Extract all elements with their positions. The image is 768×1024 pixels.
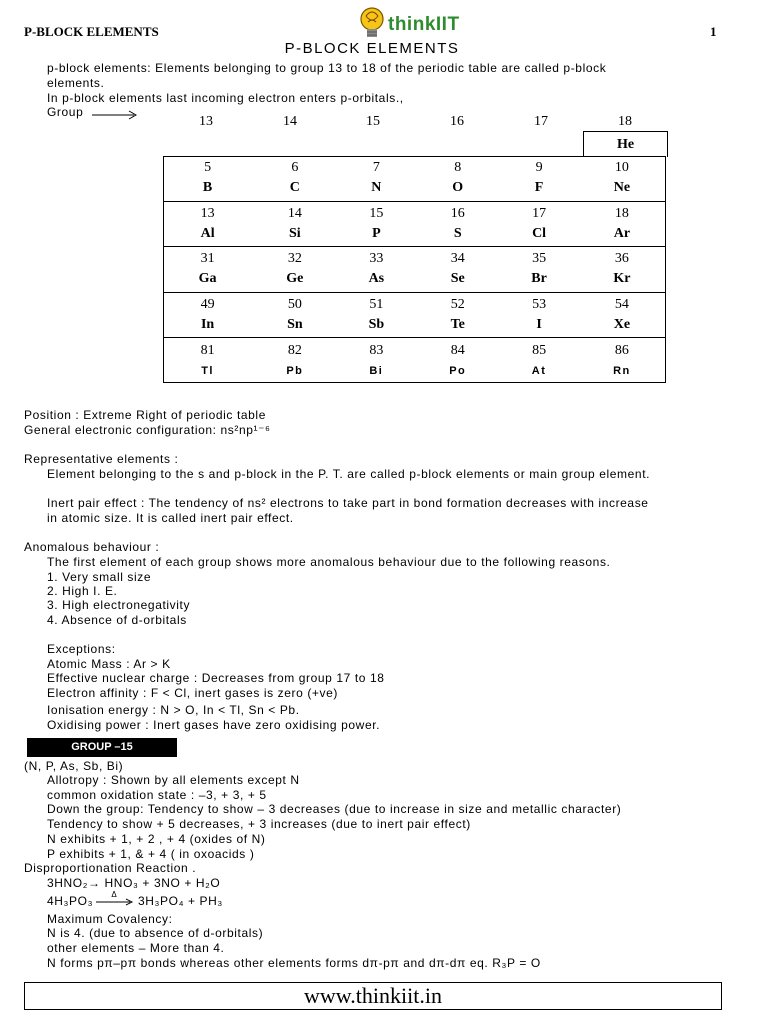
- atomic-number: 18: [614, 205, 629, 221]
- intro-line-2: elements.: [47, 76, 105, 90]
- element-symbol: Tl: [201, 364, 214, 377]
- atomic-number: 13: [200, 205, 215, 221]
- element-symbol: C: [289, 180, 300, 196]
- atomic-number: 7: [372, 160, 380, 176]
- element-symbol: As: [368, 271, 385, 287]
- anomalous-text: The first element of each group shows more anomalous behaviour due to the following reasons.: [47, 555, 611, 569]
- atomic-number: 34: [450, 251, 465, 267]
- table-row: [163, 156, 666, 201]
- atomic-number: 35: [532, 251, 547, 267]
- element-symbol: Br: [531, 271, 547, 287]
- atomic-number: 49: [200, 297, 215, 313]
- atomic-number: 50: [287, 297, 302, 313]
- element-symbol: Sb: [368, 317, 385, 333]
- atomic-number: 53: [532, 297, 547, 313]
- element-symbol: In: [200, 317, 215, 333]
- element-symbol: Se: [450, 271, 465, 287]
- element-symbol: Si: [289, 225, 301, 241]
- group-label: Group: [47, 105, 84, 119]
- reaction-2-condition: Δ: [111, 890, 117, 899]
- intro-line-3: In p-block elements last incoming electron enters p-orbitals.,: [47, 91, 404, 105]
- element-symbol: S: [453, 225, 462, 241]
- p-block-periodic-table: [163, 156, 666, 383]
- atomic-number: 85: [532, 342, 547, 358]
- covalency-heading: Maximum Covalency:: [47, 912, 173, 926]
- exception-item: Effective nuclear charge : Decreases from group 17 to 18: [47, 671, 385, 685]
- element-symbol: B: [202, 180, 213, 196]
- exception-item: Atomic Mass : Ar > K: [47, 657, 171, 671]
- atomic-number: 81: [200, 342, 215, 358]
- anomalous-heading: Anomalous behaviour :: [24, 540, 160, 554]
- group-number: 17: [534, 114, 548, 129]
- element-symbol: Po: [449, 364, 467, 377]
- inert-pair-line-1: Inert pair effect : The tendency of ns² electrons to take part in bond formation decreases with increase: [47, 496, 649, 510]
- covalency-line: N forms pπ–pπ bonds whereas other elements forms dπ-pπ and dπ-dπ eq. R₃P = O: [47, 956, 541, 970]
- element-symbol: Rn: [613, 364, 631, 377]
- covalency-line: other elements – More than 4.: [47, 941, 225, 955]
- atomic-number: 36: [614, 251, 629, 267]
- atomic-number: 82: [287, 342, 302, 358]
- reaction-1: 3HNO₂→ HNO₃ + 3NO + H₂O: [47, 876, 221, 890]
- thinkiit-logo: [356, 4, 476, 44]
- reaction-arrow-icon: [96, 898, 134, 906]
- element-symbol: At: [531, 364, 547, 377]
- group-number: 13: [199, 114, 213, 129]
- group-number: 15: [366, 114, 380, 129]
- representative-heading: Representative elements :: [24, 452, 179, 466]
- element-symbol: Te: [450, 317, 465, 333]
- helium-cell: He: [583, 131, 668, 157]
- page-title: P-BLOCK ELEMENTS: [284, 40, 460, 57]
- group-15-line: common oxidation state : –3, + 3, + 5: [47, 788, 267, 802]
- logo-text: thinkIIT: [388, 14, 460, 35]
- atomic-number: 84: [450, 342, 465, 358]
- atomic-number: 83: [369, 342, 384, 358]
- atomic-number: 31: [200, 251, 215, 267]
- exception-item: Electron affinity : F < Cl, inert gases is zero (+ve): [47, 686, 339, 700]
- group-15-line: Down the group: Tendency to show – 3 decreases (due to increase in size and metallic character): [47, 802, 622, 816]
- group-15-badge: GROUP –15: [27, 738, 177, 757]
- element-symbol: I: [536, 317, 542, 333]
- element-symbol: Cl: [532, 225, 547, 241]
- element-symbol: Al: [200, 225, 215, 241]
- group-15-line: Allotropy : Shown by all elements except N: [47, 773, 300, 787]
- atomic-number: 5: [204, 160, 212, 176]
- disproportionation-heading: Disproportionation Reaction .: [24, 861, 197, 875]
- atomic-number: 17: [532, 205, 547, 221]
- element-symbol: Ga: [198, 271, 217, 287]
- list-item: 4. Absence of d-orbitals: [47, 613, 187, 627]
- atomic-number: 52: [450, 297, 465, 313]
- element-symbol: Ge: [286, 271, 304, 287]
- reaction-2-right: 3H₃PO₄ + PH₃: [138, 894, 223, 908]
- element-symbol: F: [534, 180, 544, 196]
- atomic-number: 16: [450, 205, 465, 221]
- group-15-line: Tendency to show + 5 decreases, + 3 increases (due to inert pair effect): [47, 817, 471, 831]
- atomic-number: 86: [614, 342, 629, 358]
- exceptions-heading: Exceptions:: [47, 642, 116, 656]
- element-symbol: Xe: [613, 317, 631, 333]
- group-number: 18: [618, 114, 632, 129]
- position-line: Position : Extreme Right of periodic table: [24, 408, 266, 422]
- atomic-number: 32: [287, 251, 302, 267]
- exception-item: Ionisation energy : N > O, In < Tl, Sn < Pb.: [47, 703, 300, 717]
- page-number: 1: [710, 24, 717, 39]
- element-symbol: Kr: [613, 271, 631, 287]
- right-arrow-icon: [92, 110, 138, 120]
- group-number: 14: [283, 114, 297, 129]
- element-symbol: Ar: [613, 225, 631, 241]
- lightbulb-icon: [356, 4, 388, 44]
- config-line: General electronic configuration: ns²np¹⁻⁶: [24, 423, 271, 437]
- atomic-number: 33: [369, 251, 384, 267]
- table-row: [163, 201, 666, 247]
- atomic-number: 15: [369, 205, 384, 221]
- atomic-number: 14: [287, 205, 302, 221]
- element-symbol: O: [452, 180, 464, 196]
- atomic-number: 9: [535, 160, 543, 176]
- group-15-elements: (N, P, As, Sb, Bi): [24, 759, 124, 773]
- table-row: [163, 292, 666, 338]
- element-symbol: Sn: [287, 317, 303, 333]
- group-number: 16: [450, 114, 464, 129]
- inert-pair-line-2: in atomic size. It is called inert pair effect.: [47, 511, 294, 525]
- list-item: 1. Very small size: [47, 570, 152, 584]
- element-symbol: Ne: [613, 180, 631, 196]
- representative-text: Element belonging to the s and p-block in the P. T. are called p-block elements or main group element.: [47, 467, 651, 481]
- atomic-number: 6: [291, 160, 299, 176]
- atomic-number: 10: [614, 160, 629, 176]
- atomic-number: 54: [614, 297, 629, 313]
- element-symbol: Pb: [286, 364, 304, 377]
- footer-website-link[interactable]: www.thinkiit.in: [24, 982, 722, 1010]
- group-15-line: N exhibits + 1, + 2 , + 4 (oxides of N): [47, 832, 266, 846]
- element-symbol: N: [371, 180, 382, 196]
- reaction-2-left: 4H₃PO₃: [47, 894, 94, 908]
- table-row: [163, 338, 666, 383]
- header-section-title: P-BLOCK ELEMENTS: [24, 24, 159, 39]
- list-item: 3. High electronegativity: [47, 598, 191, 612]
- list-item: 2. High I. E.: [47, 584, 118, 598]
- element-symbol: P: [372, 225, 381, 241]
- table-row: [163, 247, 666, 293]
- covalency-line: N is 4. (due to absence of d-orbitals): [47, 926, 264, 940]
- intro-line-1: p-block elements: Elements belonging to group 13 to 18 of the periodic table are called p-block: [47, 61, 607, 75]
- atomic-number: 8: [454, 160, 462, 176]
- element-symbol: Bi: [369, 364, 384, 377]
- exception-item: Oxidising power : Inert gases have zero oxidising power.: [47, 718, 381, 732]
- atomic-number: 51: [369, 297, 384, 313]
- group-15-line: P exhibits + 1, & + 4 ( in oxoacids ): [47, 847, 255, 861]
